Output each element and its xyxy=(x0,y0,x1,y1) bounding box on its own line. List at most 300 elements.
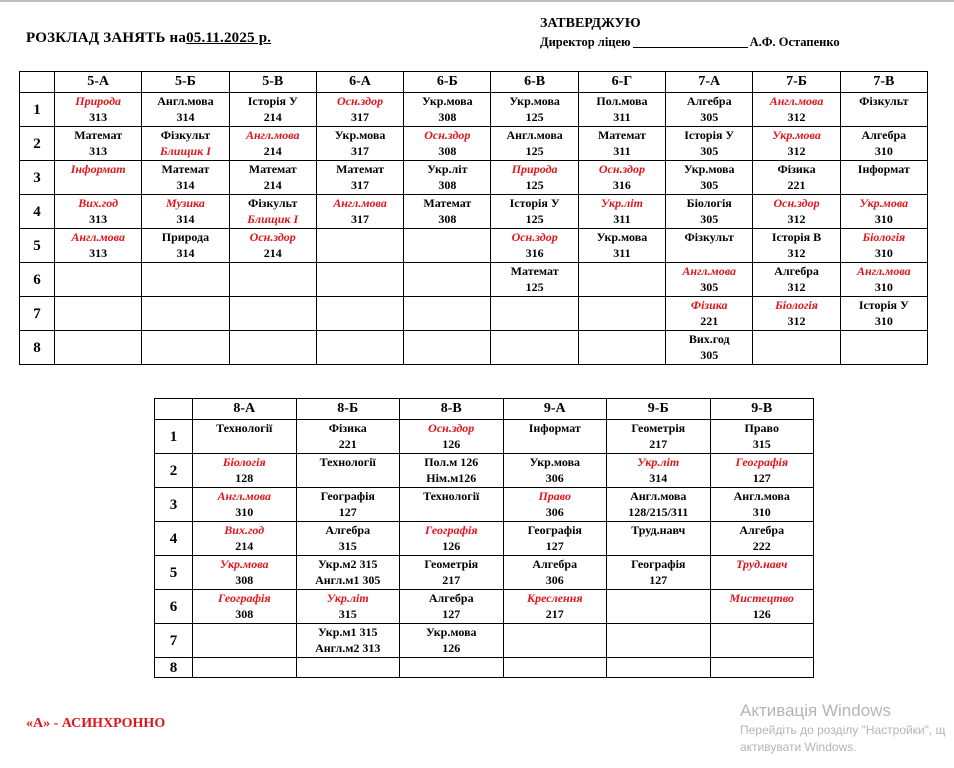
lesson-cell xyxy=(666,93,753,127)
subject-name: Алгебра xyxy=(532,557,578,571)
subject-name: Технології xyxy=(423,489,480,503)
lesson-cell xyxy=(229,297,316,331)
lesson-cell xyxy=(607,556,711,590)
room-number: 310 xyxy=(874,314,893,328)
async-note: «А» - АСИНХРОННО xyxy=(26,716,166,731)
lesson-row xyxy=(20,263,928,297)
room-number: 316 xyxy=(525,246,544,260)
lesson-cell xyxy=(193,556,297,590)
lesson-cell xyxy=(607,454,711,488)
subject-name: Укр.мова xyxy=(529,455,581,469)
room-number: 316 xyxy=(612,178,631,192)
subject-name: Англ.мова xyxy=(682,264,737,278)
room-number: 312 xyxy=(787,246,806,260)
lesson-row xyxy=(20,161,928,195)
approval-block xyxy=(540,15,840,51)
lesson-cell xyxy=(400,624,504,658)
lesson-cell xyxy=(400,454,504,488)
lesson-cell xyxy=(55,93,142,127)
lesson-cell xyxy=(710,522,814,556)
subject-name: Біологія xyxy=(862,230,906,244)
room-number: 214 xyxy=(263,110,282,124)
lesson-row xyxy=(155,624,814,658)
lesson-cell xyxy=(404,229,491,263)
lesson-cell xyxy=(491,127,578,161)
subject-name: Інформат xyxy=(528,421,581,435)
room-number: 312 xyxy=(787,212,806,226)
lesson-cell xyxy=(142,297,229,331)
subject-name: Укр.мова xyxy=(425,625,477,639)
lesson-cell xyxy=(753,229,840,263)
class-header: 8-Б xyxy=(296,399,400,420)
room-number: 127 xyxy=(442,607,461,621)
lesson-cell xyxy=(229,229,316,263)
subject-name: Біологія xyxy=(686,196,732,210)
lesson-cell xyxy=(55,161,142,195)
room-number: 127 xyxy=(338,505,357,519)
subject-name: Географія xyxy=(527,523,582,537)
class-header: 7-В xyxy=(840,72,927,93)
room-number: 314 xyxy=(176,246,195,260)
lesson-cell xyxy=(404,331,491,365)
subject-name: Історія В xyxy=(771,230,822,244)
room-number: 221 xyxy=(787,178,806,192)
class-header: 5-Б xyxy=(142,72,229,93)
class-header: 6-А xyxy=(316,72,403,93)
lesson-cell xyxy=(710,454,814,488)
room-number: 128 xyxy=(235,471,254,485)
room-number: 127 xyxy=(545,539,564,553)
room-number: 308 xyxy=(438,144,457,158)
top-border-line xyxy=(0,0,954,2)
room-number: 306 xyxy=(545,505,564,519)
subject-name: Фізкульт xyxy=(160,128,211,142)
lesson-cell xyxy=(316,263,403,297)
room-number: 314 xyxy=(176,178,195,192)
lesson-cell xyxy=(503,522,607,556)
room-number: 306 xyxy=(545,471,564,485)
lesson-cell xyxy=(404,93,491,127)
table-header-row xyxy=(155,399,814,420)
lesson-cell xyxy=(229,93,316,127)
subject-name: Алгебра xyxy=(325,523,371,537)
lesson-cell xyxy=(296,420,400,454)
approval-name: А.Ф. Остапенко xyxy=(749,35,840,49)
subject-name: Вих.год xyxy=(688,332,730,346)
lesson-cell xyxy=(316,127,403,161)
subject-name: Англ.мова xyxy=(857,264,911,278)
subject-name: Природа xyxy=(75,94,122,108)
lesson-cell xyxy=(491,331,578,365)
subject-name: Осн.здор xyxy=(336,94,384,108)
lesson-cell xyxy=(296,454,400,488)
lesson-cell xyxy=(666,263,753,297)
subject-name: Англ.мова xyxy=(217,489,272,503)
subject-name: Алгебра xyxy=(428,591,474,605)
lesson-cell xyxy=(503,454,607,488)
room-number: 315 xyxy=(338,539,357,553)
subject-name: Мистецтво xyxy=(729,591,794,605)
lesson-cell xyxy=(142,93,229,127)
room-number: 125 xyxy=(525,110,544,124)
lesson-number: 1 xyxy=(155,420,193,454)
title-prefix: РОЗКЛАД ЗАНЯТЬ на xyxy=(26,30,187,46)
subject-name: Фізика xyxy=(690,298,728,312)
lesson-cell xyxy=(316,331,403,365)
subject-name: Пол.м 126 xyxy=(424,455,479,469)
lesson-cell xyxy=(578,127,665,161)
room-number: 125 xyxy=(525,212,544,226)
lesson-cell xyxy=(404,127,491,161)
schedule-title xyxy=(26,30,271,47)
subject-name: Право xyxy=(744,421,779,435)
lesson-cell xyxy=(607,658,711,678)
lesson-number: 8 xyxy=(155,658,193,678)
title-date: 05.11.2025 р. xyxy=(186,30,272,46)
subject-name: Математ xyxy=(423,196,472,210)
subject-name: Креслення xyxy=(526,591,583,605)
lesson-cell xyxy=(578,229,665,263)
subject-name: Математ xyxy=(74,128,123,142)
lesson-cell xyxy=(840,195,927,229)
windows-activation-watermark xyxy=(740,700,945,756)
lesson-row xyxy=(155,522,814,556)
subject-name: Англ.мова xyxy=(769,94,824,108)
lesson-cell xyxy=(503,488,607,522)
class-header: 8-В xyxy=(400,399,504,420)
room-number: 310 xyxy=(874,246,893,260)
subject-name: Укр.м1 315 xyxy=(317,625,378,639)
room-number: 310 xyxy=(752,505,771,519)
subject-name: Технології xyxy=(319,455,376,469)
room-number: 125 xyxy=(525,178,544,192)
room-number: 308 xyxy=(438,212,457,226)
room-number: 217 xyxy=(545,607,564,621)
room-number: 317 xyxy=(351,110,370,124)
room-number: 315 xyxy=(338,607,357,621)
room-number: 126 xyxy=(442,437,461,451)
subject-name: Геометрія xyxy=(424,557,479,571)
room-number: 313 xyxy=(89,110,108,124)
subject-name: Укр.мова xyxy=(509,94,560,108)
lesson-row xyxy=(20,127,928,161)
lesson-cell xyxy=(491,229,578,263)
subject-name: Укр.мова xyxy=(334,128,386,142)
room-number: 128/215/311 xyxy=(628,505,689,519)
subject-name: Укр.мова xyxy=(596,230,648,244)
lesson-row xyxy=(20,93,928,127)
lesson-row xyxy=(155,488,814,522)
room-number: 305 xyxy=(700,212,719,226)
room-number: 313 xyxy=(89,144,108,158)
lesson-cell xyxy=(142,161,229,195)
lesson-cell xyxy=(296,522,400,556)
room-number: 221 xyxy=(338,437,357,451)
subject-name: Труд.навч xyxy=(736,557,788,571)
lesson-cell xyxy=(840,229,927,263)
lesson-cell xyxy=(840,297,927,331)
lesson-number: 3 xyxy=(155,488,193,522)
room-number: 127 xyxy=(752,471,771,485)
subject-name: Математ xyxy=(336,162,384,176)
room-number: 315 xyxy=(752,437,771,451)
room-number: 214 xyxy=(263,178,282,192)
room-number: 314 xyxy=(649,471,668,485)
lesson-row xyxy=(20,195,928,229)
subject-name: Історія У xyxy=(509,196,560,210)
subject-name: Англ.мова xyxy=(157,94,214,108)
lesson-cell xyxy=(753,263,840,297)
lesson-cell xyxy=(840,331,927,365)
lesson-cell xyxy=(503,624,607,658)
lesson-cell xyxy=(607,488,711,522)
approval-position: Директор ліцею xyxy=(540,35,631,49)
subject-name: Укр.мова xyxy=(859,196,909,210)
lesson-cell xyxy=(404,297,491,331)
schedule-table-grades-8-9 xyxy=(154,398,814,678)
lesson-cell xyxy=(193,590,297,624)
lesson-cell xyxy=(229,127,316,161)
lesson-cell xyxy=(229,331,316,365)
lesson-cell xyxy=(400,590,504,624)
lesson-cell xyxy=(607,420,711,454)
lesson-cell xyxy=(578,195,665,229)
signature-blank xyxy=(633,47,748,48)
lesson-cell xyxy=(142,263,229,297)
subject-name: Осн.здор xyxy=(428,421,475,435)
subject-name: Математ xyxy=(510,264,559,278)
lesson-cell xyxy=(503,420,607,454)
lesson-cell xyxy=(710,420,814,454)
room-number: 313 xyxy=(89,246,108,260)
class-header: 7-Б xyxy=(753,72,840,93)
lesson-cell xyxy=(400,658,504,678)
room-number: 311 xyxy=(613,110,631,124)
subject-name: Вих.год xyxy=(224,523,265,537)
subject-name: Географія xyxy=(320,489,375,503)
room-number: 222 xyxy=(752,539,771,553)
lesson-cell xyxy=(491,297,578,331)
room-number: 308 xyxy=(438,110,457,124)
lesson-number: 2 xyxy=(155,454,193,488)
subject-name: Укр.мова xyxy=(683,162,735,176)
corner-cell xyxy=(155,399,193,420)
lesson-cell xyxy=(753,331,840,365)
room-number: 317 xyxy=(351,178,370,192)
room-number: Англ.м2 313 xyxy=(315,641,381,655)
subject-name: Осн.здор xyxy=(424,128,471,142)
room-number: 214 xyxy=(235,539,254,553)
room-number: 305 xyxy=(700,110,719,124)
room-number: 306 xyxy=(545,573,564,587)
subject-name: Укр.літ xyxy=(427,162,468,176)
subject-name: Географія xyxy=(424,523,478,537)
subject-name: Історія У xyxy=(684,128,735,142)
room-number: 217 xyxy=(649,437,668,451)
class-header: 7-А xyxy=(666,72,753,93)
subject-name: Фізкульт xyxy=(684,230,734,244)
lesson-cell xyxy=(666,161,753,195)
subject-name: Укр.мова xyxy=(772,128,821,142)
room-number: Нім.м126 xyxy=(426,471,477,485)
lesson-cell xyxy=(296,556,400,590)
table-header-row xyxy=(20,72,928,93)
lesson-cell xyxy=(296,590,400,624)
lesson-number: 6 xyxy=(155,590,193,624)
lesson-cell xyxy=(753,297,840,331)
lesson-cell xyxy=(142,195,229,229)
lesson-number: 4 xyxy=(155,522,193,556)
lesson-cell xyxy=(491,161,578,195)
subject-name: Фізика xyxy=(777,162,816,176)
room-number: 314 xyxy=(176,212,195,226)
watermark-line-3: активувати Windows. xyxy=(740,740,857,754)
lesson-cell xyxy=(578,93,665,127)
lesson-cell xyxy=(710,488,814,522)
subject-name: Біологія xyxy=(775,298,818,312)
room-number: 314 xyxy=(176,110,195,124)
subject-name: Осн.здор xyxy=(249,230,296,244)
lesson-cell xyxy=(607,624,711,658)
lesson-cell xyxy=(55,263,142,297)
subject-name: Математ xyxy=(597,128,646,142)
room-number: 312 xyxy=(787,280,806,294)
lesson-number: 7 xyxy=(155,624,193,658)
lesson-cell xyxy=(55,331,142,365)
subject-name: Інформат xyxy=(70,162,126,176)
subject-name: Інформат xyxy=(857,162,910,176)
lesson-cell xyxy=(296,488,400,522)
room-number: 310 xyxy=(235,505,254,519)
approval-signature-line xyxy=(540,33,840,51)
room-number: 305 xyxy=(700,348,719,362)
subject-name: Географія xyxy=(735,455,789,469)
lesson-cell xyxy=(491,93,578,127)
subject-name: Укр.літ xyxy=(600,196,643,210)
lesson-cell xyxy=(55,195,142,229)
subject-name: Англ.мова xyxy=(733,489,790,503)
room-number: 310 xyxy=(874,212,893,226)
lesson-cell xyxy=(753,161,840,195)
room-number: 126 xyxy=(752,607,771,621)
lesson-row xyxy=(20,297,928,331)
subject-name: Укр.мова xyxy=(422,94,473,108)
subject-name: Алгебра xyxy=(686,94,732,108)
lesson-cell xyxy=(193,522,297,556)
lesson-cell xyxy=(296,624,400,658)
room-number: 305 xyxy=(700,144,719,158)
room-number: 310 xyxy=(874,144,893,158)
subject-name: Англ.мова xyxy=(71,230,125,244)
lesson-number: 2 xyxy=(20,127,55,161)
subject-name: Англ.мова xyxy=(630,489,687,503)
room-number: 126 xyxy=(442,641,461,655)
watermark-line-2: Перейдіть до розділу "Настройки", щ xyxy=(740,723,946,737)
lesson-number: 4 xyxy=(20,195,55,229)
room-number: Блищик І xyxy=(247,212,299,226)
lesson-row xyxy=(20,229,928,263)
lesson-number: 8 xyxy=(20,331,55,365)
room-number: 127 xyxy=(649,573,668,587)
lesson-cell xyxy=(753,127,840,161)
subject-name: Алгебра xyxy=(861,128,907,142)
lesson-cell xyxy=(55,127,142,161)
subject-name: Пол.мова xyxy=(596,94,648,108)
corner-cell xyxy=(20,72,55,93)
lesson-cell xyxy=(578,331,665,365)
subject-name: Труд.навч xyxy=(631,523,686,537)
lesson-cell xyxy=(607,590,711,624)
lesson-cell xyxy=(400,556,504,590)
subject-name: Технології xyxy=(216,421,273,435)
subject-name: Природа xyxy=(161,230,210,244)
lesson-cell xyxy=(710,556,814,590)
lesson-cell xyxy=(578,161,665,195)
lesson-cell xyxy=(666,127,753,161)
subject-name: Історія У xyxy=(858,298,909,312)
class-header: 5-А xyxy=(55,72,142,93)
lesson-cell xyxy=(840,161,927,195)
subject-name: Фізкульт xyxy=(248,196,298,210)
subject-name: Географія xyxy=(217,591,271,605)
room-number: 305 xyxy=(700,178,719,192)
room-number: 125 xyxy=(525,280,544,294)
lesson-row xyxy=(155,590,814,624)
room-number: 312 xyxy=(787,110,806,124)
subject-name: Осн.здор xyxy=(773,196,820,210)
subject-name: Англ.мова xyxy=(333,196,387,210)
lesson-cell xyxy=(666,331,753,365)
lesson-number: 7 xyxy=(20,297,55,331)
subject-name: Укр.літ xyxy=(326,591,369,605)
lesson-cell xyxy=(400,488,504,522)
lesson-cell xyxy=(503,590,607,624)
lesson-cell xyxy=(142,331,229,365)
approval-title: ЗАТВЕРДЖУЮ xyxy=(540,16,641,31)
subject-name: Англ.мова xyxy=(245,128,300,142)
schedule-table-grades-5-7 xyxy=(19,71,928,365)
subject-name: Осн.здор xyxy=(598,162,645,176)
subject-name: Математ xyxy=(161,162,210,176)
lesson-cell xyxy=(400,420,504,454)
lesson-cell xyxy=(578,297,665,331)
class-header: 6-Б xyxy=(404,72,491,93)
subject-name: Історія У xyxy=(247,94,298,108)
room-number: 214 xyxy=(263,144,282,158)
room-number: 308 xyxy=(235,573,254,587)
lesson-cell xyxy=(840,263,927,297)
lesson-cell xyxy=(316,297,403,331)
subject-name: Біологія xyxy=(222,455,266,469)
lesson-cell xyxy=(55,229,142,263)
room-number: 311 xyxy=(613,212,631,226)
lesson-cell xyxy=(503,556,607,590)
lesson-cell xyxy=(491,263,578,297)
lesson-cell xyxy=(503,658,607,678)
room-number: 311 xyxy=(613,144,631,158)
room-number: Блищик І xyxy=(160,144,211,158)
subject-name: Алгебра xyxy=(739,523,785,537)
room-number: 305 xyxy=(700,280,719,294)
lesson-cell xyxy=(193,420,297,454)
lesson-cell xyxy=(840,93,927,127)
lesson-row xyxy=(155,658,814,678)
room-number: 313 xyxy=(89,212,108,226)
lesson-cell xyxy=(710,624,814,658)
subject-name: Укр.літ xyxy=(637,455,680,469)
lesson-cell xyxy=(229,263,316,297)
lesson-number: 3 xyxy=(20,161,55,195)
